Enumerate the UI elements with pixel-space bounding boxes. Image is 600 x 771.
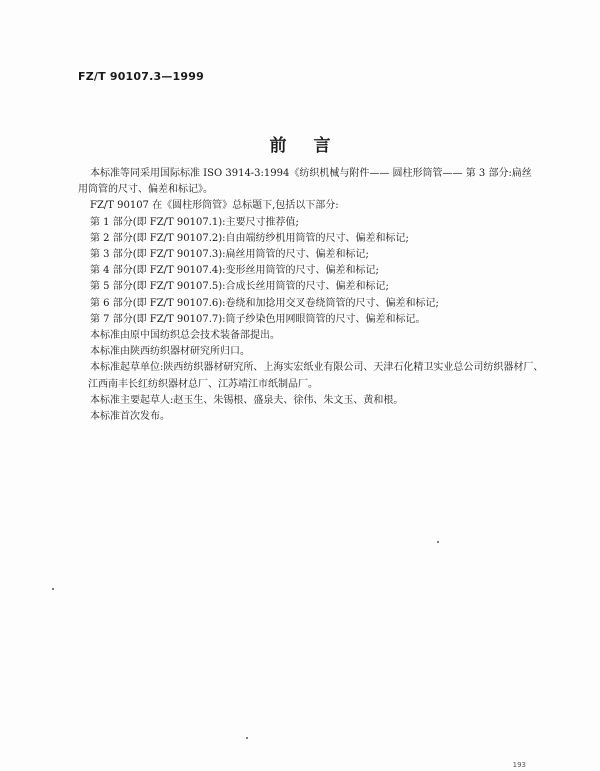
paragraph-series-intro: FZ/T 90107 在《圆柱形筒管》总标题下,包括以下部分: [90, 200, 339, 212]
paragraph-drafting-units: 本标准起草单位:陕西纺织器材研究所、上海实宏纸业有限公司、天津石化精卫实业总公司纺织器材厂、江西南丰长红纺织器材总厂、江苏靖江市纸制品厂。 [88, 362, 544, 390]
list-item-part-5: 第 5 部分(即 FZ/T 90107.5):合成长丝用筒管的尺寸、偏差和标记; [90, 281, 389, 293]
page-number: 193 [512, 761, 526, 769]
list-item-part-4: 第 4 部分(即 FZ/T 90107.4):变形丝用筒管的尺寸、偏差和标记; [90, 265, 379, 277]
foreword-body [78, 166, 548, 425]
list-item-part-6: 第 6 部分(即 FZ/T 90107.6):卷绕和加捻用交叉卷绕筒管的尺寸、偏差和标记; [90, 297, 439, 309]
list-item-part-7: 第 7 部分(即 FZ/T 90107.7):筒子纱染色用网眼筒管的尺寸、偏差和标记。 [90, 313, 426, 325]
page-title: 前言 [269, 136, 358, 156]
paragraph-first-issue: 本标准首次发布。 [90, 411, 170, 423]
list-item-part-2: 第 2 部分(即 FZ/T 90107.2):自由端纺纱机用筒管的尺寸、偏差和标记; [90, 232, 409, 244]
scan-speck [437, 541, 439, 543]
paragraph-proposed-by: 本标准由原中国纺织总会技术装备部提出。 [90, 330, 280, 342]
scan-speck [246, 737, 248, 739]
list-item-part-3: 第 3 部分(即 FZ/T 90107.3):扁丝用筒管的尺寸、偏差和标记; [90, 249, 369, 261]
paragraph-drafters: 本标准主要起草人:赵玉生、朱锡根、盛泉夫、徐伟、朱文玉、黄和根。 [90, 394, 404, 406]
paragraph-adoption-line-2: 用筒管的尺寸、偏差和标记》。 [78, 184, 213, 196]
paragraph-managed-by: 本标准由陕西纺织器材研究所归口。 [90, 346, 250, 358]
standard-code: FZ/T 90107.3—1999 [78, 70, 204, 83]
scan-speck [52, 588, 54, 590]
paragraph-adoption-line-1: 本标准等同采用国际标准 ISO 3914-3:1994《纺织机械与附件—— 圆柱形筒管—— 第 3 部分:扁丝 [90, 168, 532, 179]
list-item-part-1: 第 1 部分(即 FZ/T 90107.1):主要尺寸推荐值; [90, 216, 299, 228]
